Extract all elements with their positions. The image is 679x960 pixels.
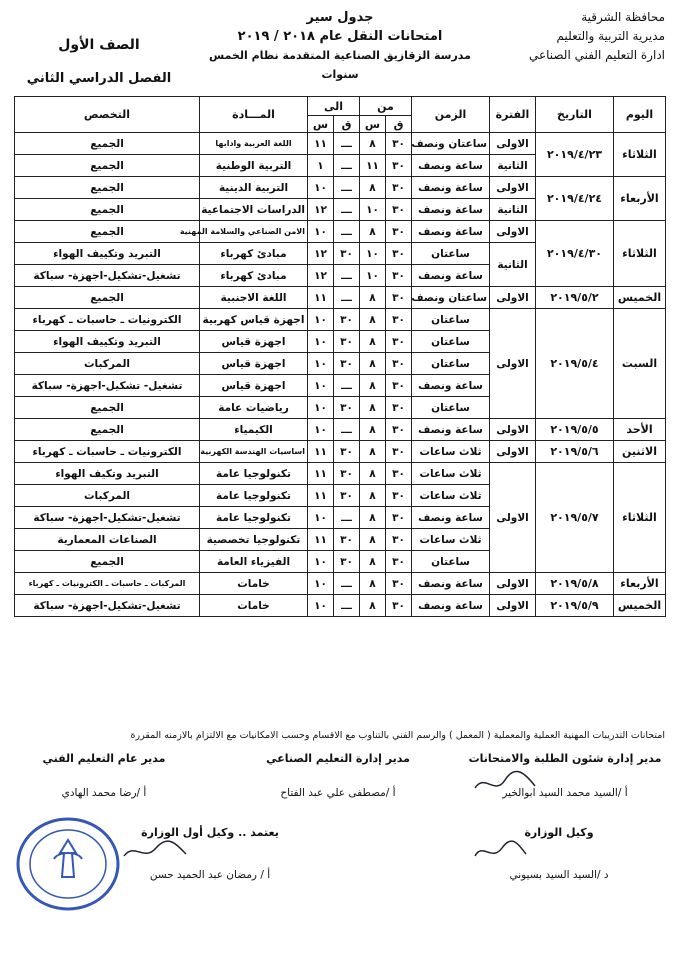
duration-cell: ساعتان: [412, 331, 490, 353]
table-row: [15, 441, 666, 463]
to-minutes-cell: ٣٠: [334, 243, 360, 265]
header-day: اليوم: [614, 97, 666, 133]
directorate-line: مديرية التربية والتعليم: [556, 29, 665, 43]
practical-exams-note: امتحانات التدريبات المهنية العملية والمعملية ( المعمل ) والرسم الفني بالتناوب مع الاقسام وحسب الامكانيات مع الالتزام بالازمنه المقررة: [130, 730, 665, 741]
header-from-s: س: [360, 116, 386, 133]
to-minutes-cell: ـــ: [334, 375, 360, 397]
from-minutes-cell: ٣٠: [386, 155, 412, 177]
subject-cell: الفيزياء العامة: [200, 551, 308, 573]
to-minutes-cell: ٣٠: [334, 485, 360, 507]
school-name: مدرسة الزقازيق الصناعية المتقدمة نظام الخمس سنوات: [209, 49, 471, 81]
period-cell: الثانية: [490, 155, 536, 177]
document-header: [0, 8, 679, 94]
table-row: [15, 133, 666, 155]
from-minutes-cell: ٣٠: [386, 419, 412, 441]
table-row: [15, 309, 666, 331]
from-minutes-cell: ٣٠: [386, 485, 412, 507]
to-hours-cell: ١٢: [308, 243, 334, 265]
to-hours-cell: ١١: [308, 529, 334, 551]
from-minutes-cell: ٣٠: [386, 397, 412, 419]
to-hours-cell: ١٠: [308, 551, 334, 573]
table-row: [15, 463, 666, 485]
schedule-table: [14, 96, 666, 617]
specialty-cell: المركبات ـ حاسبات ـ الكترونيات ـ كهرباء: [15, 573, 200, 595]
period-cell: الثانية: [490, 243, 536, 287]
header-from: من: [360, 97, 412, 116]
period-cell: الاولى: [490, 595, 536, 617]
period-cell: الاولى: [490, 419, 536, 441]
period-cell: الاولى: [490, 309, 536, 419]
header-date: التاريخ: [536, 97, 614, 133]
day-cell: الخميس: [614, 595, 666, 617]
table-row: [15, 221, 666, 243]
subject-cell: اجهزة قياس: [200, 353, 308, 375]
date-cell: ٢٠١٩/٤/٣٠: [536, 221, 614, 287]
duration-cell: ساعتان: [412, 353, 490, 375]
duration-cell: ساعة ونصف: [412, 573, 490, 595]
to-hours-cell: ١٠: [308, 397, 334, 419]
to-hours-cell: ١٠: [308, 331, 334, 353]
from-minutes-cell: ٣٠: [386, 463, 412, 485]
authority-block: [475, 8, 665, 65]
date-cell: ٢٠١٩/٤/٢٤: [536, 177, 614, 221]
duration-cell: ثلاث ساعات: [412, 485, 490, 507]
grade-block: [14, 8, 184, 88]
duration-cell: ساعة ونصف: [412, 419, 490, 441]
subject-cell: الدراسات الاجتماعية: [200, 199, 308, 221]
to-minutes-cell: ـــ: [334, 265, 360, 287]
header-to-s: س: [308, 116, 334, 133]
date-cell: ٢٠١٩/٤/٢٣: [536, 133, 614, 177]
from-minutes-cell: ٣٠: [386, 287, 412, 309]
specialty-cell: الجميع: [15, 419, 200, 441]
subject-cell: الامن الصناعي والسلامة المهنية: [200, 221, 308, 243]
to-hours-cell: ١٠: [308, 507, 334, 529]
specialty-cell: الجميع: [15, 155, 200, 177]
from-hours-cell: ٨: [360, 463, 386, 485]
period-cell: الاولى: [490, 463, 536, 573]
duration-cell: ساعة ونصف: [412, 221, 490, 243]
date-cell: ٢٠١٩/٥/٨: [536, 573, 614, 595]
specialty-cell: الجميع: [15, 133, 200, 155]
to-minutes-cell: ـــ: [334, 155, 360, 177]
period-cell: الاولى: [490, 441, 536, 463]
to-minutes-cell: ٣٠: [334, 551, 360, 573]
specialty-cell: المركبات: [15, 353, 200, 375]
specialty-cell: المركبات: [15, 485, 200, 507]
to-hours-cell: ١٠: [308, 177, 334, 199]
from-minutes-cell: ٣٠: [386, 177, 412, 199]
duration-cell: ساعة ونصف: [412, 507, 490, 529]
specialty-cell: الصناعات المعمارية: [15, 529, 200, 551]
duration-cell: ساعة ونصف: [412, 155, 490, 177]
to-minutes-cell: ٣٠: [334, 331, 360, 353]
from-minutes-cell: ٣٠: [386, 595, 412, 617]
title-block: [190, 8, 490, 84]
duration-cell: ساعتان: [412, 397, 490, 419]
from-minutes-cell: ٣٠: [386, 441, 412, 463]
date-cell: ٢٠١٩/٥/٢: [536, 287, 614, 309]
from-minutes-cell: ٣٠: [386, 551, 412, 573]
to-minutes-cell: ٣٠: [334, 309, 360, 331]
to-hours-cell: ١١: [308, 133, 334, 155]
signature-name: أ / رمضان عبد الحميد حسن: [149, 869, 271, 881]
header-to-q: ق: [334, 116, 360, 133]
grade-label: الصف الأول: [58, 37, 140, 53]
from-hours-cell: ٨: [360, 485, 386, 507]
header-subject: المـــادة: [200, 97, 308, 133]
specialty-cell: التبريد وتكيف الهواء: [15, 463, 200, 485]
day-cell: الأربعاء: [614, 573, 666, 595]
from-hours-cell: ١١: [360, 155, 386, 177]
from-hours-cell: ٨: [360, 397, 386, 419]
signature-title: مدير إدارة التعليم الصناعي: [266, 752, 410, 765]
specialty-cell: تشغيل-تشكيل-اجهزة- سباكة: [15, 595, 200, 617]
signature-technical-education: [14, 752, 194, 799]
to-minutes-cell: ٣٠: [334, 463, 360, 485]
to-minutes-cell: ـــ: [334, 419, 360, 441]
signature-title: وكيل الوزارة: [524, 826, 594, 839]
specialty-cell: الكترونيات ـ حاسبات ـ كهرباء: [15, 441, 200, 463]
signature-title: يعتمد .. وكيل أول الوزارة: [141, 826, 279, 839]
from-hours-cell: ٨: [360, 221, 386, 243]
subject-cell: مبادئ كهرباء: [200, 265, 308, 287]
from-hours-cell: ٨: [360, 419, 386, 441]
period-cell: الاولى: [490, 221, 536, 243]
to-minutes-cell: ـــ: [334, 287, 360, 309]
term-label: الفصل الدراسي الثاني: [26, 71, 172, 86]
from-hours-cell: ٨: [360, 441, 386, 463]
from-hours-cell: ١٠: [360, 243, 386, 265]
to-minutes-cell: ـــ: [334, 507, 360, 529]
from-minutes-cell: ٣٠: [386, 265, 412, 287]
exam-title: امتحانات النقل عام ٢٠١٨ / ٢٠١٩: [237, 29, 443, 44]
subject-cell: تكنولوجيا عامة: [200, 507, 308, 529]
subject-cell: اساسيات الهندسة الكهربية: [200, 441, 308, 463]
from-hours-cell: ٨: [360, 529, 386, 551]
duration-cell: ساعتان: [412, 243, 490, 265]
from-minutes-cell: ٣٠: [386, 221, 412, 243]
header-specialty: التخصص: [15, 97, 200, 133]
signature-title: مدير إدارة شئون الطلبة والامتحانات: [468, 752, 662, 765]
schedule-body: [15, 133, 666, 617]
period-cell: الاولى: [490, 133, 536, 155]
governorate-line: محافظة الشرقية: [581, 10, 665, 24]
signature-title: مدير عام التعليم الفني: [42, 752, 166, 765]
to-minutes-cell: ـــ: [334, 595, 360, 617]
duration-cell: ساعتان ونصف: [412, 133, 490, 155]
specialty-cell: تشغيل- تشكيل-اجهزة- سباكة: [15, 375, 200, 397]
signature-name: أ /مصطفى علي عبد الفتاح: [280, 787, 396, 799]
from-hours-cell: ٨: [360, 287, 386, 309]
specialty-cell: تشغيل-تشكيل-اجهزة- سباكة: [15, 507, 200, 529]
to-hours-cell: ١١: [308, 463, 334, 485]
from-hours-cell: ٨: [360, 133, 386, 155]
table-row: [15, 595, 666, 617]
to-hours-cell: ١١: [308, 287, 334, 309]
period-cell: الاولى: [490, 177, 536, 199]
specialty-cell: الجميع: [15, 287, 200, 309]
specialty-cell: الجميع: [15, 221, 200, 243]
subject-cell: مبادئ كهرباء: [200, 243, 308, 265]
from-minutes-cell: ٣٠: [386, 331, 412, 353]
subject-cell: خامات: [200, 595, 308, 617]
day-cell: الأربعاء: [614, 177, 666, 221]
period-cell: الثانية: [490, 199, 536, 221]
to-minutes-cell: ٣٠: [334, 441, 360, 463]
from-minutes-cell: ٣٠: [386, 133, 412, 155]
signature-industrial-education: [238, 752, 438, 799]
subject-cell: التربية الدينية: [200, 177, 308, 199]
table-row: [15, 419, 666, 441]
from-hours-cell: ٨: [360, 353, 386, 375]
subject-cell: اجهزة قياس: [200, 375, 308, 397]
date-cell: ٢٠١٩/٥/٩: [536, 595, 614, 617]
to-minutes-cell: ٣٠: [334, 397, 360, 419]
duration-cell: ساعة ونصف: [412, 199, 490, 221]
to-hours-cell: ١٠: [308, 595, 334, 617]
from-hours-cell: ٨: [360, 309, 386, 331]
from-minutes-cell: ٣٠: [386, 375, 412, 397]
from-hours-cell: ٨: [360, 375, 386, 397]
period-cell: الاولى: [490, 573, 536, 595]
specialty-cell: الجميع: [15, 177, 200, 199]
signature-name: أ /رضا محمد الهادي: [61, 787, 147, 799]
to-hours-cell: ١: [308, 155, 334, 177]
subject-cell: تكنولوجيا عامة: [200, 485, 308, 507]
from-minutes-cell: ٣٠: [386, 573, 412, 595]
duration-cell: ساعتان: [412, 551, 490, 573]
from-minutes-cell: ٣٠: [386, 529, 412, 551]
to-hours-cell: ١٠: [308, 353, 334, 375]
duration-cell: ساعتان: [412, 309, 490, 331]
handwritten-signature-icon: [470, 838, 530, 864]
duration-cell: ساعة ونصف: [412, 265, 490, 287]
specialty-cell: الجميع: [15, 397, 200, 419]
to-minutes-cell: ٣٠: [334, 353, 360, 375]
to-minutes-cell: ـــ: [334, 133, 360, 155]
day-cell: الاثنين: [614, 441, 666, 463]
from-minutes-cell: ٣٠: [386, 309, 412, 331]
from-minutes-cell: ٣٠: [386, 353, 412, 375]
from-hours-cell: ٨: [360, 507, 386, 529]
specialty-cell: الجميع: [15, 551, 200, 573]
duration-cell: ثلاث ساعات: [412, 463, 490, 485]
specialty-cell: تشغيل-تشكيل-اجهزة- سباكة: [15, 265, 200, 287]
from-hours-cell: ٨: [360, 331, 386, 353]
from-minutes-cell: ٣٠: [386, 199, 412, 221]
date-cell: ٢٠١٩/٥/٥: [536, 419, 614, 441]
from-hours-cell: ١٠: [360, 265, 386, 287]
from-minutes-cell: ٣٠: [386, 243, 412, 265]
date-cell: ٢٠١٩/٥/٧: [536, 463, 614, 573]
duration-cell: ساعة ونصف: [412, 177, 490, 199]
day-cell: الثلاثاء: [614, 463, 666, 573]
date-cell: ٢٠١٩/٥/٦: [536, 441, 614, 463]
handwritten-signature-icon: [120, 840, 190, 866]
to-hours-cell: ١٠: [308, 221, 334, 243]
subject-cell: اللغة العربية وادابها: [200, 133, 308, 155]
duration-cell: ساعة ونصف: [412, 375, 490, 397]
header-to: الى: [308, 97, 360, 116]
day-cell: الثلاثاء: [614, 133, 666, 177]
administration-line: ادارة التعليم الفني الصناعي: [528, 48, 665, 62]
doc-title: جدول سير: [306, 10, 374, 25]
duration-cell: ساعتان ونصف: [412, 287, 490, 309]
subject-cell: تكنولوجيا تخصصية: [200, 529, 308, 551]
to-hours-cell: ١٠: [308, 419, 334, 441]
to-hours-cell: ١٠: [308, 573, 334, 595]
from-hours-cell: ٨: [360, 573, 386, 595]
table-row: [15, 287, 666, 309]
day-cell: الخميس: [614, 287, 666, 309]
table-row: [15, 573, 666, 595]
specialty-cell: التبريد وتكييف الهواء: [15, 331, 200, 353]
to-hours-cell: ١١: [308, 485, 334, 507]
to-minutes-cell: ـــ: [334, 199, 360, 221]
to-minutes-cell: ٣٠: [334, 529, 360, 551]
official-seal-icon: [14, 815, 122, 913]
to-minutes-cell: ـــ: [334, 177, 360, 199]
day-cell: الأحد: [614, 419, 666, 441]
specialty-cell: الكترونيات ـ حاسبات ـ كهرباء: [15, 309, 200, 331]
handwritten-signature-icon: [470, 768, 540, 798]
signature-name: د /السيد السيد بسيوني: [509, 869, 609, 881]
header-from-q: ق: [386, 116, 412, 133]
to-minutes-cell: ـــ: [334, 221, 360, 243]
to-hours-cell: ١٠: [308, 309, 334, 331]
subject-cell: اجهزة قياس: [200, 331, 308, 353]
from-hours-cell: ٨: [360, 177, 386, 199]
duration-cell: ثلاث ساعات: [412, 441, 490, 463]
from-hours-cell: ٨: [360, 595, 386, 617]
subject-cell: رياضيات عامة: [200, 397, 308, 419]
subject-cell: اجهزة قياس كهربية: [200, 309, 308, 331]
header-duration: الزمن: [412, 97, 490, 133]
to-minutes-cell: ـــ: [334, 573, 360, 595]
to-hours-cell: ١٠: [308, 375, 334, 397]
from-hours-cell: ١٠: [360, 199, 386, 221]
date-cell: ٢٠١٩/٥/٤: [536, 309, 614, 419]
duration-cell: ثلاث ساعات: [412, 529, 490, 551]
subject-cell: الكيمياء: [200, 419, 308, 441]
signature-name: أ /السيد محمد السيد ابوالخير: [502, 787, 628, 799]
to-hours-cell: ١٢: [308, 265, 334, 287]
to-hours-cell: ١٢: [308, 199, 334, 221]
subject-cell: التربية الوطنية: [200, 155, 308, 177]
from-hours-cell: ٨: [360, 551, 386, 573]
to-hours-cell: ١١: [308, 441, 334, 463]
table-row: [15, 177, 666, 199]
subject-cell: تكنولوجيا عامة: [200, 463, 308, 485]
header-period: الفترة: [490, 97, 536, 133]
period-cell: الاولى: [490, 287, 536, 309]
day-cell: الثلاثاء: [614, 221, 666, 287]
from-minutes-cell: ٣٠: [386, 507, 412, 529]
duration-cell: ساعة ونصف: [412, 595, 490, 617]
specialty-cell: الجميع: [15, 199, 200, 221]
day-cell: السبت: [614, 309, 666, 419]
subject-cell: خامات: [200, 573, 308, 595]
subject-cell: اللغة الاجنبية: [200, 287, 308, 309]
specialty-cell: التبريد وتكييف الهواء: [15, 243, 200, 265]
